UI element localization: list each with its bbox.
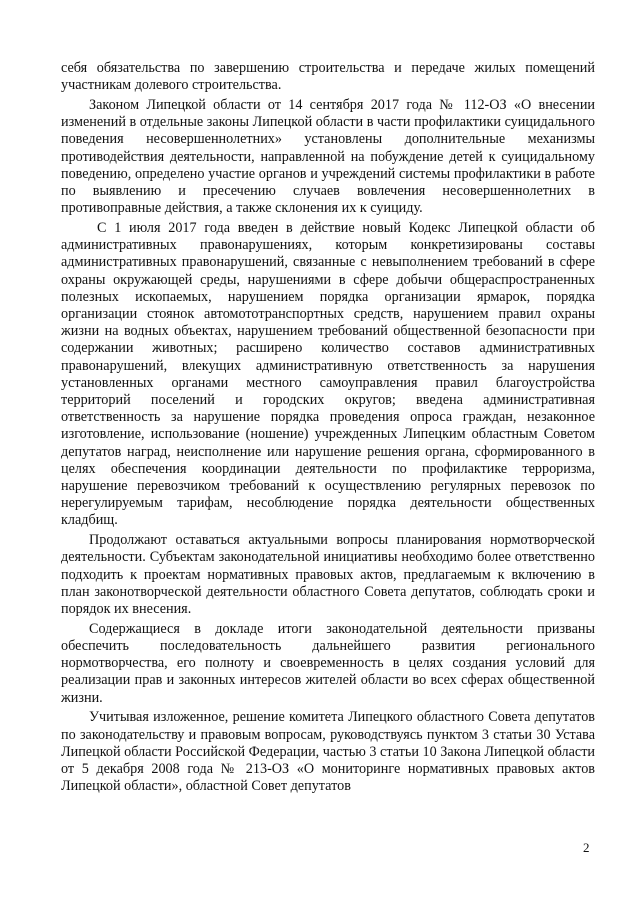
page-number: 2: [583, 840, 590, 855]
body-text: [61, 60, 595, 798]
paragraph-law-112: Законом Липецкой области от 14 сентября 2017 года № 112-ОЗ «О внесении изменений в отдельные законы Липецкой области в части профилактики суицидального поведения несовершеннолетних» установлены дополнительные механизмы противодействия деятельности, направленной на побуждение детей к суицидальному поведению, определено участие органов и учреждений системы профилактики в работе по выявлению и пресечению случаев вовлечения несовершеннолетних в противоправные действия, а также склонения их к суициду.: [61, 97, 595, 217]
paragraph-planning: Продолжают оставаться актуальными вопросы планирования нормотворческой деятельности. Субъектам законодательной инициативы необходимо более ответственно подходить к проектам нормативных правовых актов, предлагаемым к включению в план законотворческой деятельности областного Совета депутатов, соблюдать сроки и порядок их внесения.: [61, 532, 595, 618]
paragraph-continuation: себя обязательства по завершению строительства и передаче жилых помещений участникам долевого строительства.: [61, 60, 595, 94]
paragraph-results: Содержащиеся в докладе итоги законодательной деятельности призваны обеспечить последовательность дальнейшего развития регионального нормотворчества, его полноту и своевременность в целях создания условий для реализации прав и законных интересов жителей области во всех сферах общественной жизни.: [61, 620, 595, 706]
paragraph-administrative-code: С 1 июля 2017 года введен в действие новый Кодекс Липецкой области об административных правонарушениях, которым конкретизированы составы административных правонарушений, связанные с невыполнением требований в сфере охраны окружающей среды, нарушениями в сфере добычи общераспространенных полезных ископаемых, нарушением порядка организации ярмарок, порядка организации стоянок автомототранспортных средств, нарушением правил охраны жизни на водных объектах, нарушением требований общественной безопасности при содержании животных; расширено количество составов административных правонарушений, влекущих административную ответственность за нарушения установленных органами местного самоуправления правил благоустройства территорий поселений и городских округов; введена административная ответственность за нарушение порядка проведения опроса граждан, незаконное изготовление, использование (ношение) учрежденных Липецким областным Советом депутатов наград, неисполнение или нарушение решения органа, сформированного в целях обеспечения координации деятельности по профилактике терроризма, нарушение перевозчиком требований к осуществлению регулярных перевозок по нерегулируемым тарифам, несоблюдение порядка деятельности общественных кладбищ.: [61, 220, 595, 529]
paragraph-decision: Учитывая изложенное, решение комитета Липецкого областного Совета депутатов по законодательству и правовым вопросам, руководствуясь пунктом 3 статьи 30 Устава Липецкой области Российской Федерации, частью 3 статьи 10 Закона Липецкой области от 5 декабря 2008 года № 213-ОЗ «О мониторинге нормативных правовых актов Липецкой области», областной Совет депутатов: [61, 709, 595, 795]
